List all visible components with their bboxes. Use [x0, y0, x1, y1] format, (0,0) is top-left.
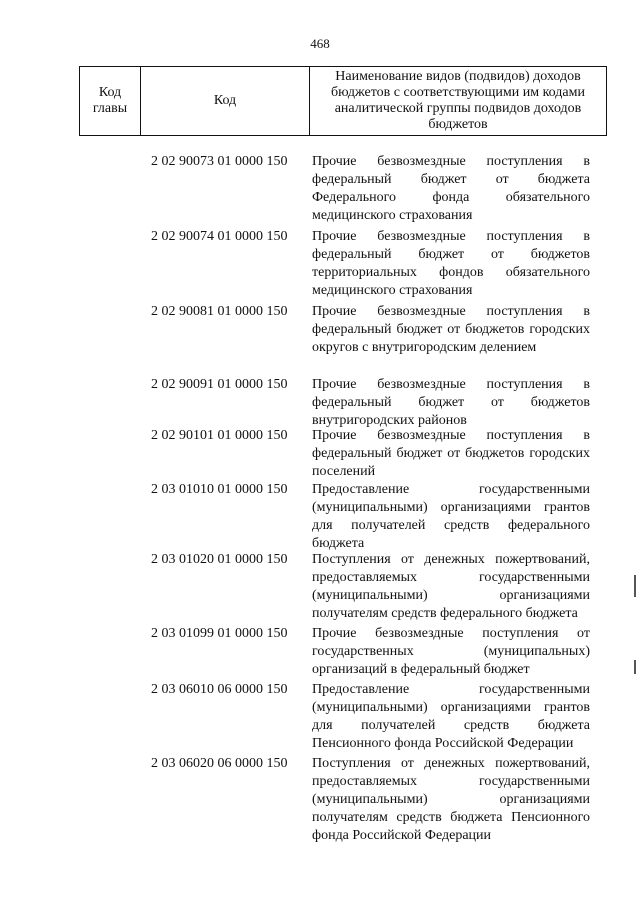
income-code: 2 03 06010 06 0000 150	[151, 682, 288, 697]
income-code: 2 02 90091 01 0000 150	[151, 377, 288, 392]
income-name: Прочие безвозмездные поступления в федеральный бюджет от бюджетов городских поселений	[312, 428, 590, 479]
income-name: Прочие безвозмездные поступления в федеральный бюджет от бюджетов внутригородских районов	[312, 377, 590, 428]
income-code: 2 03 01099 01 0000 150	[151, 626, 288, 641]
income-code: 2 02 90101 01 0000 150	[151, 428, 288, 443]
income-code: 2 03 01020 01 0000 150	[151, 552, 288, 567]
income-code: 2 03 06020 06 0000 150	[151, 756, 288, 771]
income-code: 2 02 90074 01 0000 150	[151, 229, 288, 244]
page-number: 468	[310, 36, 330, 51]
income-code: 2 03 01010 01 0000 150	[151, 482, 288, 497]
header-name: Наименование видов (подвидов) доходов бюджетов с соответствующими им кодами аналитической группы подвидов доходов бюджетов	[310, 67, 607, 136]
scan-edge-mark	[634, 660, 636, 674]
header-code: Код	[141, 67, 310, 136]
income-name: Предоставление государственными (муниципальными) организациями грантов для получателей средств бюджета Пенсионного фонда Российской Федерации	[312, 682, 590, 751]
table-header	[79, 66, 607, 136]
income-name: Прочие безвозмездные поступления от государственных (муниципальных) организаций в федеральный бюджет	[312, 626, 590, 677]
income-name: Предоставление государственными (муниципальными) организациями грантов для получателей средств федерального бюджета	[312, 482, 590, 551]
income-code: 2 02 90073 01 0000 150	[151, 154, 288, 169]
income-name: Прочие безвозмездные поступления в федеральный бюджет от бюджета Федерального фонда обязательного медицинского страхования	[312, 154, 590, 223]
income-code: 2 02 90081 01 0000 150	[151, 304, 288, 319]
header-chapter-code: Код главы	[80, 67, 141, 136]
income-name: Поступления от денежных пожертвований, предоставляемых государственными (муниципальными) организациями получателям средств бюджета Пенсионного фонда Российской Федерации	[312, 756, 590, 843]
income-name: Прочие безвозмездные поступления в федеральный бюджет от бюджетов территориальных фондов обязательного медицинского страхования	[312, 229, 590, 298]
income-name: Прочие безвозмездные поступления в федеральный бюджет от бюджетов городских округов с внутригородским делением	[312, 304, 590, 355]
scan-edge-mark	[634, 575, 636, 597]
income-name: Поступления от денежных пожертвований, предоставляемых государственными (муниципальными) организациями получателям средств федерального бюджета	[312, 552, 590, 621]
